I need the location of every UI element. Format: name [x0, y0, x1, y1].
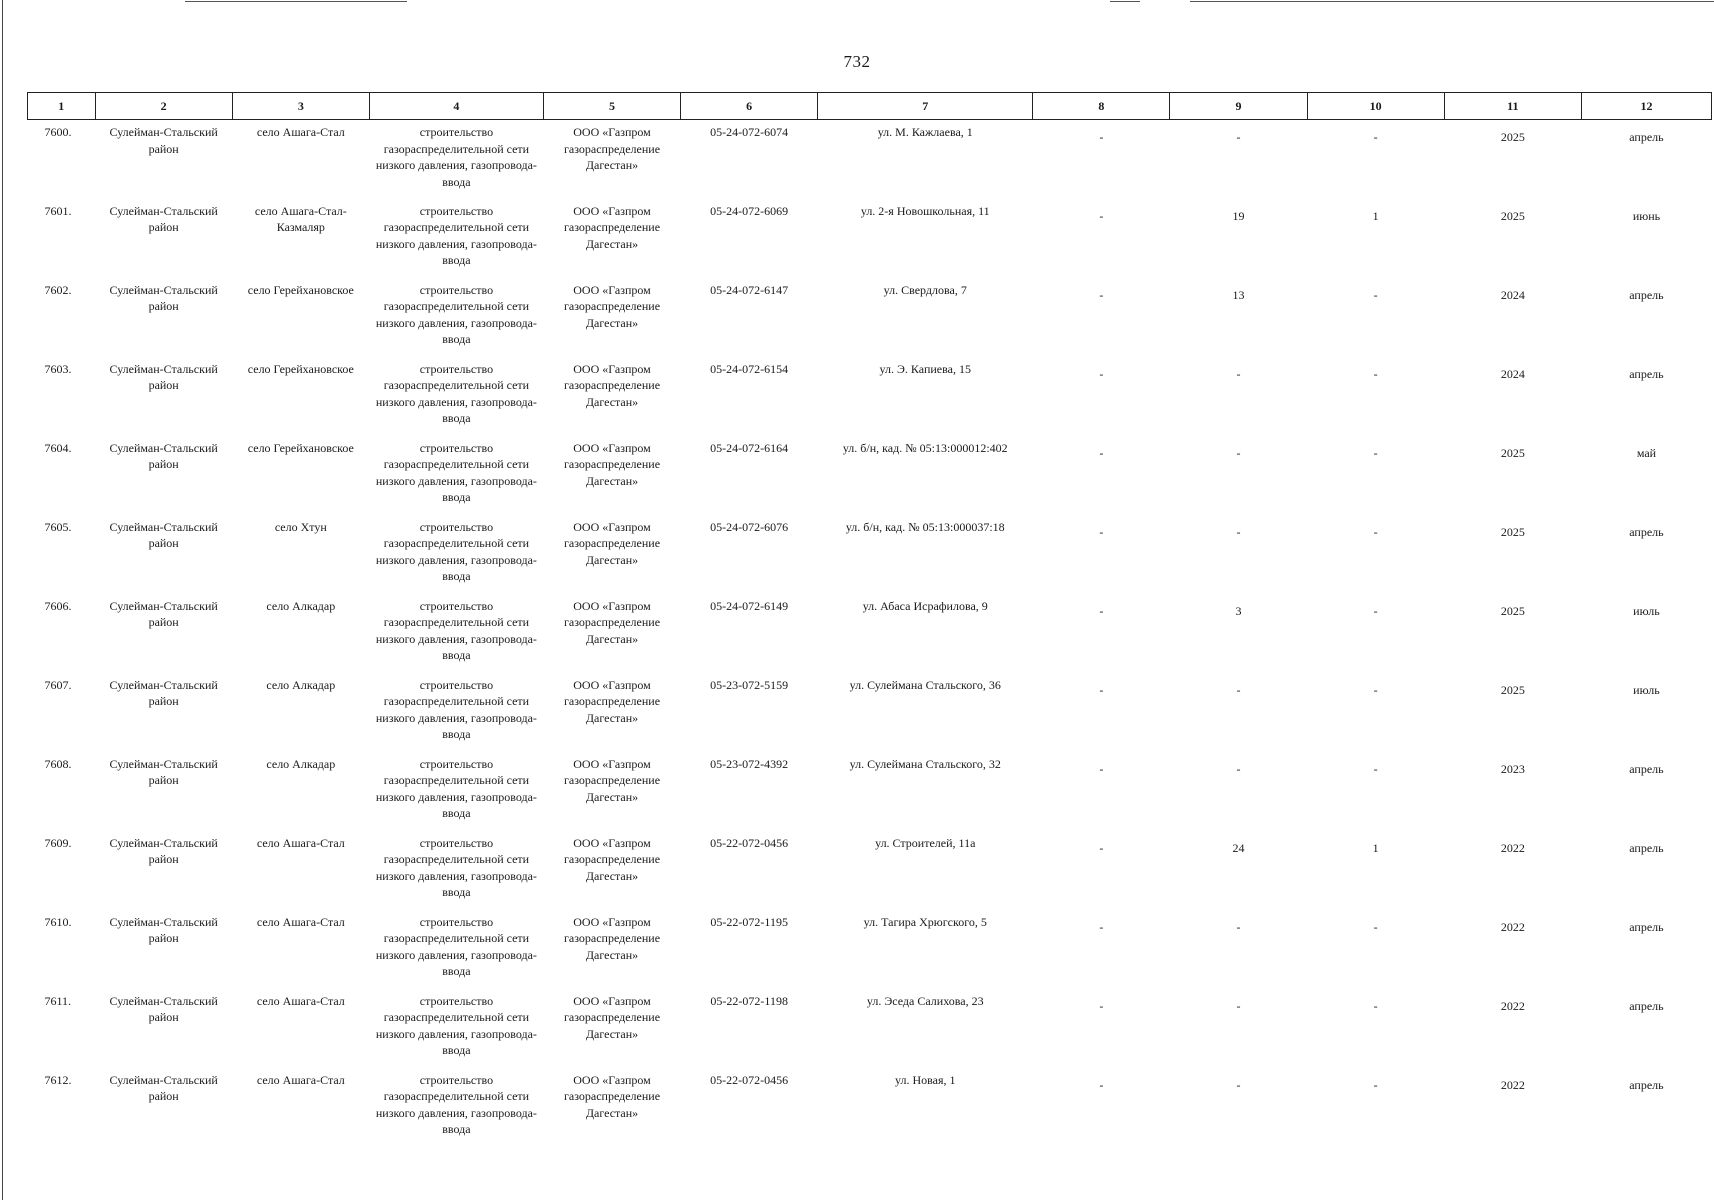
table-row — [28, 515, 1712, 594]
work-type-cell: строительство газораспределительной сети низкого давления, газопровода-ввода — [375, 361, 537, 425]
year-cell: 2025 — [1500, 445, 1525, 460]
column-9-cell: - — [1236, 445, 1241, 460]
column-9-cell: - — [1236, 682, 1241, 697]
row-number: 7610. — [44, 914, 72, 929]
column-9-cell: 13 — [1232, 287, 1245, 302]
year-cell: 2022 — [1500, 919, 1525, 934]
table-row — [28, 594, 1712, 673]
object-code-cell: 05-22-072-0456 — [710, 1072, 789, 1087]
settlement-cell: село Алкадар — [266, 756, 336, 771]
column-9-cell: 19 — [1232, 208, 1245, 223]
organization-cell: ООО «Газпром газораспределение Дагестан» — [563, 1072, 661, 1120]
object-code-cell: 05-24-072-6069 — [710, 203, 789, 218]
column-10-cell: - — [1373, 130, 1378, 144]
organization-cell: ООО «Газпром газораспределение Дагестан» — [563, 677, 661, 725]
work-type-cell: строительство газораспределительной сети низкого давления, газопровода-ввода — [375, 914, 537, 978]
column-9-cell: - — [1236, 524, 1241, 539]
row-number: 7604. — [44, 440, 72, 455]
column-header-6: 6 — [681, 93, 818, 120]
table-row — [28, 278, 1712, 357]
column-10-cell: - — [1373, 445, 1378, 460]
settlement-cell: село Герейхановское — [247, 282, 354, 297]
column-header-3: 3 — [232, 93, 369, 120]
column-9-cell: - — [1236, 998, 1241, 1013]
year-cell: 2023 — [1500, 761, 1525, 776]
table-row — [28, 673, 1712, 752]
address-cell: ул. Сулеймана Стальского, 36 — [849, 677, 1001, 692]
work-type-cell: строительство газораспределительной сети низкого давления, газопровода-ввода — [375, 993, 537, 1057]
district-cell: Сулейман-Стальский район — [109, 1072, 218, 1103]
address-cell: ул. Сулеймана Стальского, 32 — [849, 756, 1001, 771]
year-cell: 2025 — [1500, 208, 1525, 223]
district-cell: Сулейман-Стальский район — [109, 914, 218, 945]
district-cell: Сулейман-Стальский район — [109, 440, 218, 471]
organization-cell: ООО «Газпром газораспределение Дагестан» — [563, 993, 661, 1041]
month-cell: апрель — [1629, 761, 1664, 776]
row-number: 7602. — [44, 282, 72, 297]
column-10-cell: - — [1373, 603, 1378, 618]
work-type-cell: строительство газораспределительной сети низкого давления, газопровода-ввода — [375, 440, 537, 504]
work-type-cell: строительство газораспределительной сети низкого давления, газопровода-ввода — [375, 519, 537, 583]
column-10-cell: 1 — [1372, 840, 1379, 855]
column-9-cell: - — [1236, 366, 1241, 381]
district-cell: Сулейман-Стальский район — [109, 598, 218, 629]
registry-table — [27, 92, 1712, 1147]
column-header-4: 4 — [369, 93, 543, 120]
district-cell: Сулейман-Стальский район — [109, 993, 218, 1024]
column-8-cell: - — [1099, 445, 1104, 460]
column-header-2: 2 — [95, 93, 232, 120]
object-code-cell: 05-23-072-5159 — [710, 677, 789, 692]
column-8-cell: - — [1099, 524, 1104, 539]
column-10-cell: - — [1373, 919, 1378, 934]
column-header-7: 7 — [818, 93, 1033, 120]
address-cell: ул. Э. Капиева, 15 — [879, 361, 971, 376]
month-cell: апрель — [1629, 919, 1664, 934]
object-code-cell: 05-22-072-0456 — [710, 835, 789, 850]
year-cell: 2025 — [1500, 130, 1525, 144]
organization-cell: ООО «Газпром газораспределение Дагестан» — [563, 125, 661, 172]
column-8-cell: - — [1099, 682, 1104, 697]
year-cell: 2025 — [1500, 524, 1525, 539]
object-code-cell: 05-24-072-6076 — [710, 519, 789, 534]
object-code-cell: 05-24-072-6147 — [710, 282, 789, 297]
month-cell: апрель — [1629, 130, 1664, 144]
page-number: 732 — [843, 52, 871, 71]
object-code-cell: 05-24-072-6154 — [710, 361, 789, 376]
month-cell: апрель — [1629, 287, 1664, 302]
column-10-cell: - — [1373, 524, 1378, 539]
object-code-cell: 05-24-072-6164 — [710, 440, 789, 455]
table-body — [28, 120, 1712, 1147]
organization-cell: ООО «Газпром газораспределение Дагестан» — [563, 835, 661, 883]
settlement-cell: село Герейхановское — [247, 361, 354, 376]
column-8-cell: - — [1099, 287, 1104, 302]
year-cell: 2022 — [1500, 840, 1525, 855]
object-code-cell: 05-22-072-1198 — [710, 993, 788, 1008]
row-number: 7601. — [44, 203, 72, 218]
column-10-cell: - — [1373, 1077, 1378, 1092]
column-header-1: 1 — [28, 93, 96, 120]
row-number: 7603. — [44, 361, 72, 376]
row-number: 7609. — [44, 835, 72, 850]
work-type-cell: строительство газораспределительной сети низкого давления, газопровода-ввода — [375, 1072, 537, 1136]
address-cell: ул. Свердлова, 7 — [883, 282, 967, 297]
month-cell: апрель — [1629, 998, 1664, 1013]
column-header-5: 5 — [543, 93, 680, 120]
settlement-cell: село Ашага-Стал — [256, 914, 345, 929]
object-code-cell: 05-22-072-1195 — [710, 914, 788, 929]
address-cell: ул. М. Кажлаева, 1 — [877, 125, 973, 139]
district-cell: Сулейман-Стальский район — [109, 519, 218, 550]
column-8-cell: - — [1099, 840, 1104, 855]
month-cell: июль — [1633, 603, 1660, 618]
row-number: 7605. — [44, 519, 72, 534]
table-row — [28, 357, 1712, 436]
work-type-cell: строительство газораспределительной сети низкого давления, газопровода-ввода — [375, 598, 537, 662]
column-10-cell: - — [1373, 366, 1378, 381]
district-cell: Сулейман-Стальский район — [109, 361, 218, 392]
column-8-cell: - — [1099, 1077, 1104, 1092]
table-row — [28, 199, 1712, 278]
table-row — [28, 831, 1712, 910]
district-cell: Сулейман-Стальский район — [109, 677, 218, 708]
organization-cell: ООО «Газпром газораспределение Дагестан» — [563, 440, 661, 488]
year-cell: 2024 — [1500, 287, 1525, 302]
address-cell: ул. Строителей, 11а — [875, 835, 976, 850]
column-8-cell: - — [1099, 919, 1104, 934]
column-10-cell: 1 — [1372, 208, 1379, 223]
address-cell: ул. Новая, 1 — [895, 1072, 956, 1087]
organization-cell: ООО «Газпром газораспределение Дагестан» — [563, 203, 661, 251]
column-10-cell: - — [1373, 682, 1378, 697]
column-8-cell: - — [1099, 603, 1104, 618]
column-10-cell: - — [1373, 998, 1378, 1013]
work-type-cell: строительство газораспределительной сети низкого давления, газопровода-ввода — [375, 203, 537, 267]
settlement-cell: село Ашага-Стал — [256, 835, 345, 850]
work-type-cell: строительство газораспределительной сети низкого давления, газопровода-ввода — [375, 677, 537, 741]
year-cell: 2022 — [1500, 1077, 1525, 1092]
table-row — [28, 989, 1712, 1068]
column-8-cell: - — [1099, 208, 1104, 223]
column-header-10: 10 — [1307, 93, 1444, 120]
year-cell: 2025 — [1500, 603, 1525, 618]
column-8-cell: - — [1099, 366, 1104, 381]
column-header-11: 11 — [1444, 93, 1581, 120]
column-header-9: 9 — [1170, 93, 1307, 120]
column-8-cell: - — [1099, 761, 1104, 776]
settlement-cell: село Ашага-Стал — [256, 125, 345, 139]
address-cell: ул. Абаса Исрафилова, 9 — [862, 598, 988, 613]
settlement-cell: село Алкадар — [266, 598, 336, 613]
column-9-cell: - — [1236, 1077, 1241, 1092]
row-number: 7600. — [44, 125, 72, 139]
year-cell: 2022 — [1500, 998, 1525, 1013]
address-cell: ул. б/н, кад. № 05:13:000037:18 — [845, 519, 1005, 534]
object-code-cell: 05-23-072-4392 — [710, 756, 789, 771]
month-cell: апрель — [1629, 524, 1664, 539]
address-cell: ул. б/н, кад. № 05:13:000012:402 — [842, 440, 1008, 455]
settlement-cell: село Ашага-Стал — [256, 1072, 345, 1087]
row-number: 7607. — [44, 677, 72, 692]
month-cell: июнь — [1632, 208, 1661, 223]
column-9-cell: - — [1236, 130, 1241, 144]
district-cell: Сулейман-Стальский район — [109, 125, 218, 156]
district-cell: Сулейман-Стальский район — [109, 282, 218, 313]
settlement-cell: село Ашага-Стал — [256, 993, 345, 1008]
district-cell: Сулейман-Стальский район — [109, 203, 218, 234]
column-9-cell: - — [1236, 761, 1241, 776]
table-row — [28, 1068, 1712, 1147]
district-cell: Сулейман-Стальский район — [109, 835, 218, 866]
month-cell: апрель — [1629, 1077, 1664, 1092]
header-row — [28, 93, 1712, 120]
column-10-cell: - — [1373, 761, 1378, 776]
organization-cell: ООО «Газпром газораспределение Дагестан» — [563, 914, 661, 962]
work-type-cell: строительство газораспределительной сети низкого давления, газопровода-ввода — [375, 835, 537, 899]
settlement-cell: село Алкадар — [266, 677, 336, 692]
scan-top-line — [1190, 1, 1714, 2]
table-row — [28, 910, 1712, 989]
month-cell: май — [1636, 445, 1657, 460]
settlement-cell: село Хтун — [274, 519, 327, 534]
column-8-cell: - — [1099, 130, 1104, 144]
organization-cell: ООО «Газпром газораспределение Дагестан» — [563, 598, 661, 646]
address-cell: ул. Эседа Салихова, 23 — [866, 993, 984, 1008]
settlement-cell: село Герейхановское — [247, 440, 354, 455]
column-header-12: 12 — [1581, 93, 1711, 120]
district-cell: Сулейман-Стальский район — [109, 756, 218, 787]
work-type-cell: строительство газораспределительной сети низкого давления, газопровода-ввода — [375, 125, 537, 189]
organization-cell: ООО «Газпром газораспределение Дагестан» — [563, 756, 661, 804]
table-row — [28, 752, 1712, 831]
table-row — [28, 436, 1712, 515]
address-cell: ул. 2-я Новошкольная, 11 — [860, 203, 990, 218]
scan-edge — [2, 0, 3, 1200]
year-cell: 2024 — [1500, 366, 1525, 381]
column-8-cell: - — [1099, 998, 1104, 1013]
row-number: 7608. — [44, 756, 72, 771]
organization-cell: ООО «Газпром газораспределение Дагестан» — [563, 519, 661, 567]
column-10-cell: - — [1373, 287, 1378, 302]
organization-cell: ООО «Газпром газораспределение Дагестан» — [563, 361, 661, 409]
month-cell: апрель — [1629, 840, 1664, 855]
row-number: 7611. — [44, 993, 72, 1008]
row-number: 7606. — [44, 598, 72, 613]
column-9-cell: 24 — [1232, 840, 1245, 855]
column-9-cell: 3 — [1235, 603, 1242, 618]
work-type-cell: строительство газораспределительной сети низкого давления, газопровода-ввода — [375, 282, 537, 346]
column-9-cell: - — [1236, 919, 1241, 934]
column-header-8: 8 — [1033, 93, 1170, 120]
settlement-cell: село Ашага-Стал-Казмаляр — [254, 203, 347, 234]
row-number: 7612. — [44, 1072, 72, 1087]
object-code-cell: 05-24-072-6149 — [710, 598, 789, 613]
month-cell: июль — [1633, 682, 1660, 697]
work-type-cell: строительство газораспределительной сети низкого давления, газопровода-ввода — [375, 756, 537, 820]
table-row — [28, 120, 1712, 199]
organization-cell: ООО «Газпром газораспределение Дагестан» — [563, 282, 661, 330]
month-cell: апрель — [1629, 366, 1664, 381]
year-cell: 2025 — [1500, 682, 1525, 697]
object-code-cell: 05-24-072-6074 — [710, 125, 789, 139]
scan-top-line — [185, 1, 407, 2]
scan-top-line — [1110, 1, 1140, 2]
address-cell: ул. Тагира Хрюгского, 5 — [863, 914, 987, 929]
